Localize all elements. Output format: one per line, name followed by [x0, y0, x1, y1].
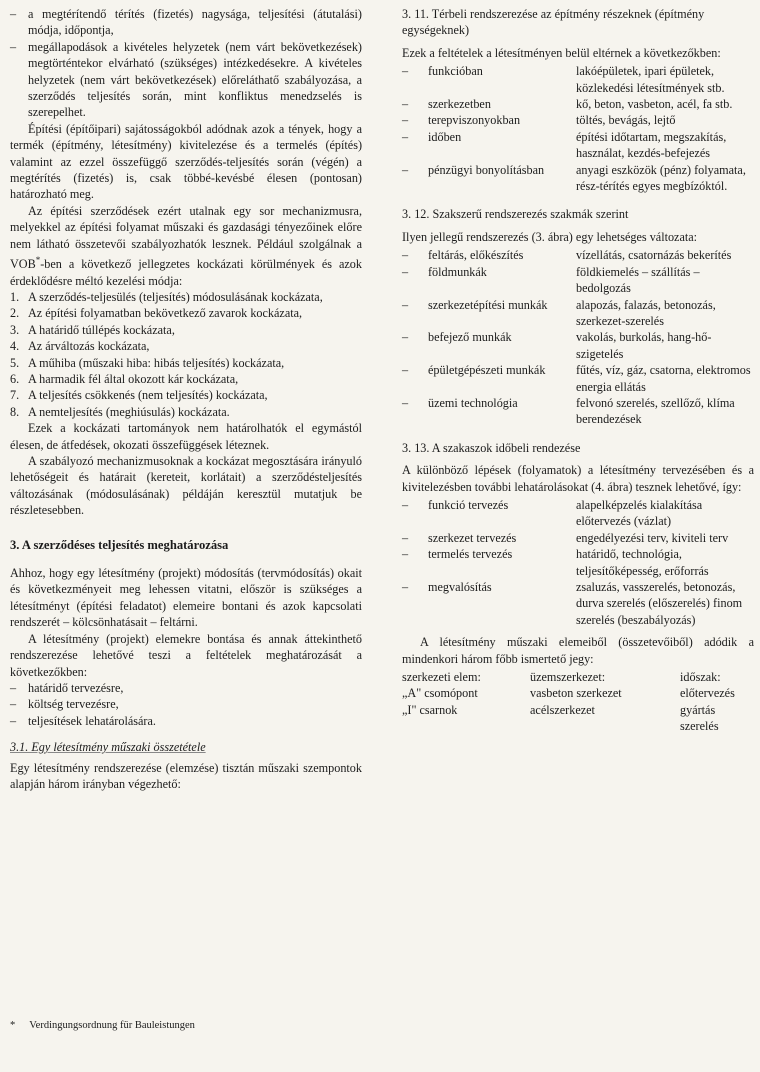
- dash-text: a megtérítendő térítés (fizetés) nagysága, teljesítési (átutalási) módja, időpontja,: [28, 7, 362, 38]
- plan-item: – határidő tervezésre,: [10, 680, 124, 695]
- plan-item: – teljesítések lehatárolására.: [10, 713, 156, 728]
- plan-item: – költség tervezésre,: [10, 697, 119, 712]
- grid-cell: „I" csarnok: [402, 702, 458, 717]
- grid-cell: vasbeton szerkezet: [530, 686, 622, 701]
- criteria-row: – funkcióban lakóépületek, ipari épületek, közlekedési létesítmények stb.: [402, 64, 725, 95]
- risk-item: 2. Az építési folyamatban bekövetkező zavarok kockázata,: [10, 306, 303, 321]
- dash-item: – megállapodások a kivételes helyzetek (nem várt bekövetkezések) megtörténtekor elvárható (szükséges) intézkedésekre. A kivételes helyzetek (nem várt bekövetkezések) előreláthatő szabályozása, a szerződés teljesítés során, mint konfliktus menedzselés is szerepelhet.: [10, 39, 362, 120]
- grid-cell: „A" csomópont: [402, 686, 478, 701]
- criteria-row: – pénzügyi bonyolításban anyagi eszközök (pénz) folyamata, rész-térítés egyes megbízóktól.: [402, 162, 746, 194]
- paragraph: A létesítmény (projekt) elemekre bontása és annak áttekinthető rendszerezése lehetővé teszi a feltételek meghatározását a következőkben:: [10, 631, 362, 679]
- paragraph: Ilyen jellegű rendszerezés (3. ábra) egy lehetséges változata:: [402, 229, 698, 244]
- phase-row: – szerkezet tervezés engedélyezési terv, kiviteli terv: [402, 530, 729, 545]
- phase-list: [402, 497, 754, 628]
- right-column: [402, 6, 754, 735]
- footnote: [10, 1018, 195, 1034]
- risk-item: 8. A nemteljesítés (meghiúsulás) kockázata.: [10, 404, 230, 419]
- trade-row: – üzemi technológia felvonó szerelés, szellőző, klíma berendezések: [402, 395, 735, 427]
- subsection-heading: 3.1. Egy létesítmény műszaki összetétele: [10, 740, 206, 755]
- grid-cell: gyártás szerelés: [680, 702, 719, 734]
- grid-header: szerkezeti elem:: [402, 670, 481, 685]
- paragraph: Ezek a kockázati tartományok nem határolhatók el egymástól élesen, de átfedések, okozati összefüggések léteznek.: [10, 421, 362, 452]
- risk-item: 4. Az árváltozás kockázata,: [10, 339, 150, 354]
- phase-row: – termelés tervezés határidő, technológia, teljesítőképesség, erőforrás: [402, 547, 709, 578]
- paragraph: Az építési szerződések ezért utalnak egy sor mechanizmusra, melyekkel az építési folyamat műszaki és gazdasági tényezőinek előre nem látható összetevői szabályozhatók lesznek. Például szolgálnak a VOB*-ben a következő jellegzetes kockázati körülmények és azok érdeklődésre méltó kezelési módja:: [10, 203, 362, 288]
- trade-row: – befejező munkák vakolás, burkolás, hang-hő- szigetelés: [402, 330, 712, 361]
- paragraph: A különböző lépések (folyamatok) a létesítmény tervezésében és a kivitelezésben további lehatárolásokat (4. ábra) tesznek lehetővé, így:: [402, 463, 754, 494]
- paragraph: A létesítmény műszaki elemeiből (összetevőiből) adódik a mindenkori három főbb ismertető jegy:: [402, 635, 754, 666]
- criteria-row: – terepviszonyokban töltés, bevágás, lejtő: [402, 113, 676, 128]
- paragraph: Ezek a feltételek a létesítményen belül eltérnek a következőkben:: [402, 45, 721, 60]
- risk-item: 1. A szerződés-teljesülés (teljesítés) módosulásának kockázata,: [10, 289, 323, 304]
- grid-cell: acélszerkezet: [530, 702, 595, 717]
- paragraph: Építési (építőipari) sajátosságokból adódnak azok a tények, hogy a termék (építmény, létesítmény) kivitelezése és a termelés (építés) valamint az ezzel összefüggő szerződés-teljesítés során (végén) a megtérítés (fizetés) is, csak többé-kevésbé élesen (pontosan) határozható meg.: [10, 121, 362, 202]
- subsection-title: 3. 13. A szakaszok időbeli rendezése: [402, 440, 581, 455]
- footnote-text: Verdingungsordnung für Bauleistungen: [29, 1020, 195, 1031]
- dash-item: – a megtérítendő térítés (fizetés) nagysága, teljesítési (átutalási) módja, időpontja,: [10, 7, 362, 38]
- grid-cell: előtervezés: [680, 686, 735, 701]
- footnote-star: *: [10, 1020, 16, 1031]
- subsection-title: 3. 12. Szakszerű rendszerezés szakmák szerint: [402, 207, 629, 222]
- criteria-row: – szerkezetben kő, beton, vasbeton, acél, fa stb.: [402, 97, 733, 112]
- paragraph: Ahhoz, hogy egy létesítmény (projekt) módosítás (tervmódosítás) okait és következményeit meg lehessen vitatni, először is szükséges a létesítményt (építési feladatot) elemeire bontani és azok kapcsolati rendszerét – kölcsönhatásait – feltárni.: [10, 566, 362, 630]
- risk-item: 3. A határidő túllépés kockázata,: [10, 322, 175, 337]
- grid-header: üzemszerkezet:: [530, 670, 606, 685]
- feature-grid: [402, 669, 754, 735]
- paragraph: A szabályozó mechanizmusoknak a kockázat megosztására irányuló lehetőségeit és határait (kereteit, korlátait) a szerződésteljesítés változásának (módosulásának) példáján keresztül mutatjuk be részletesebben.: [10, 454, 362, 518]
- risk-item: 5. A műhiba (műszaki hiba: hibás teljesítés) kockázata,: [10, 355, 285, 370]
- subsection-title: 3. 11. Térbeli rendszerezése az építmény részeknek (építmény egységeknek): [402, 7, 705, 38]
- criteria-list: [402, 63, 754, 194]
- criteria-row: – időben építési időtartam, megszakítás, használat, kezdés-befejezés: [402, 129, 727, 161]
- risk-item: 7. A teljesítés csökkenés (nem teljesítés) kockázata,: [10, 388, 268, 403]
- trade-row: – földmunkák földkiemelés – szállítás – bedolgozás: [402, 264, 700, 296]
- grid-header: időszak:: [680, 670, 721, 685]
- trade-row: – szerkezetépítési munkák alapozás, falazás, betonozás, szerkezet-szerelés: [402, 297, 716, 328]
- footnote-marker: *: [35, 255, 41, 266]
- trade-row: – épületgépészeti munkák fűtés, víz, gáz, csatorna, elektromos energia ellátás: [402, 363, 751, 394]
- left-column: [10, 6, 362, 792]
- risk-item: 6. A harmadik fél által okozott kár kockázata,: [10, 372, 239, 386]
- trade-list: [402, 247, 754, 427]
- trade-row: – feltárás, előkészítés vízellátás, csatornázás bekerítés: [402, 248, 732, 263]
- phase-row: – megvalósítás zsaluzás, vasszerelés, betonozás, durva szerelés (előszerelés) finom szerelés (beszabályozás): [402, 580, 743, 627]
- dash-text: megállapodások a kivételes helyzetek (nem várt bekövetkezések) megtörténtekor elvárható (szükséges) intézkedésekre. A kivételes helyzetek (nem várt bekövetkezések) előreláthatő szabályozása, a szerződés teljesítés során, mint konfliktus menedzselés is szerepelhet.: [28, 39, 362, 120]
- phase-row: – funkció tervezés alapelképzelés kialakítása előtervezés (vázlat): [402, 497, 703, 529]
- paragraph: Egy létesítmény rendszerezése (elemzése) tisztán műszaki szempontok alapján három irányban végezhető:: [10, 760, 362, 791]
- section-heading: 3. A szerződéses teljesítés meghatározása: [10, 537, 229, 552]
